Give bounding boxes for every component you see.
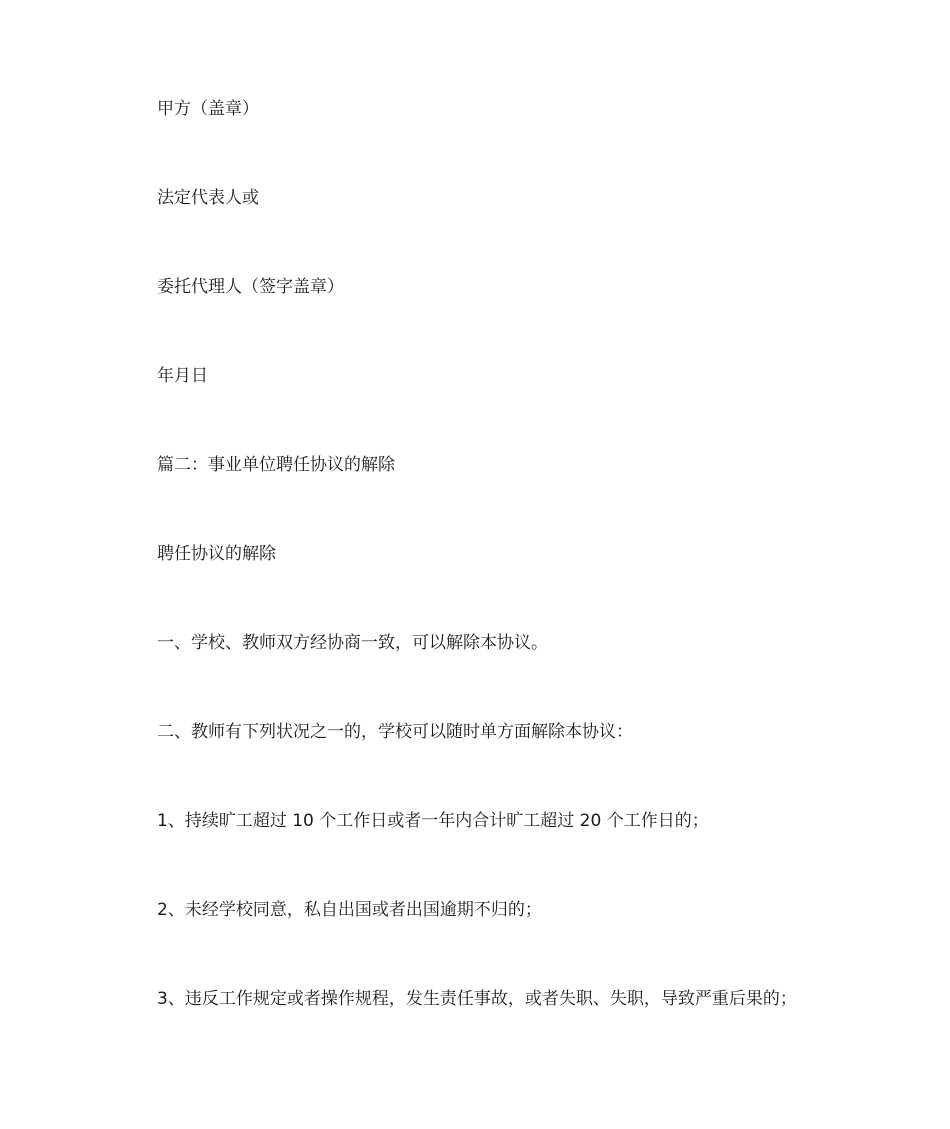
authorized-agent-line: 委托代理人（签字盖章） [157, 277, 344, 297]
clause-2-item-2: 2、未经学校同意，私自出国或者出国逾期不归的； [157, 900, 542, 920]
clause-2-item-1: 1、持续旷工超过 10 个工作日或者一年内合计旷工超过 20 个工作日的； [157, 811, 709, 831]
legal-representative-line: 法定代表人或 [157, 188, 259, 208]
subsection-heading: 聘任协议的解除 [157, 544, 276, 564]
date-line: 年月日 [157, 366, 208, 386]
clause-1: 一、学校、教师双方经协商一致，可以解除本协议。 [157, 633, 548, 653]
party-a-seal-line: 甲方（盖章） [157, 99, 259, 119]
clause-2: 二、教师有下列状况之一的，学校可以随时单方面解除本协议： [157, 722, 633, 742]
section-heading: 篇二：事业单位聘任协议的解除 [157, 455, 395, 475]
clause-2-item-3: 3、违反工作规定或者操作规程，发生责任事故，或者失职、失职，导致严重后果的； [157, 989, 797, 1009]
